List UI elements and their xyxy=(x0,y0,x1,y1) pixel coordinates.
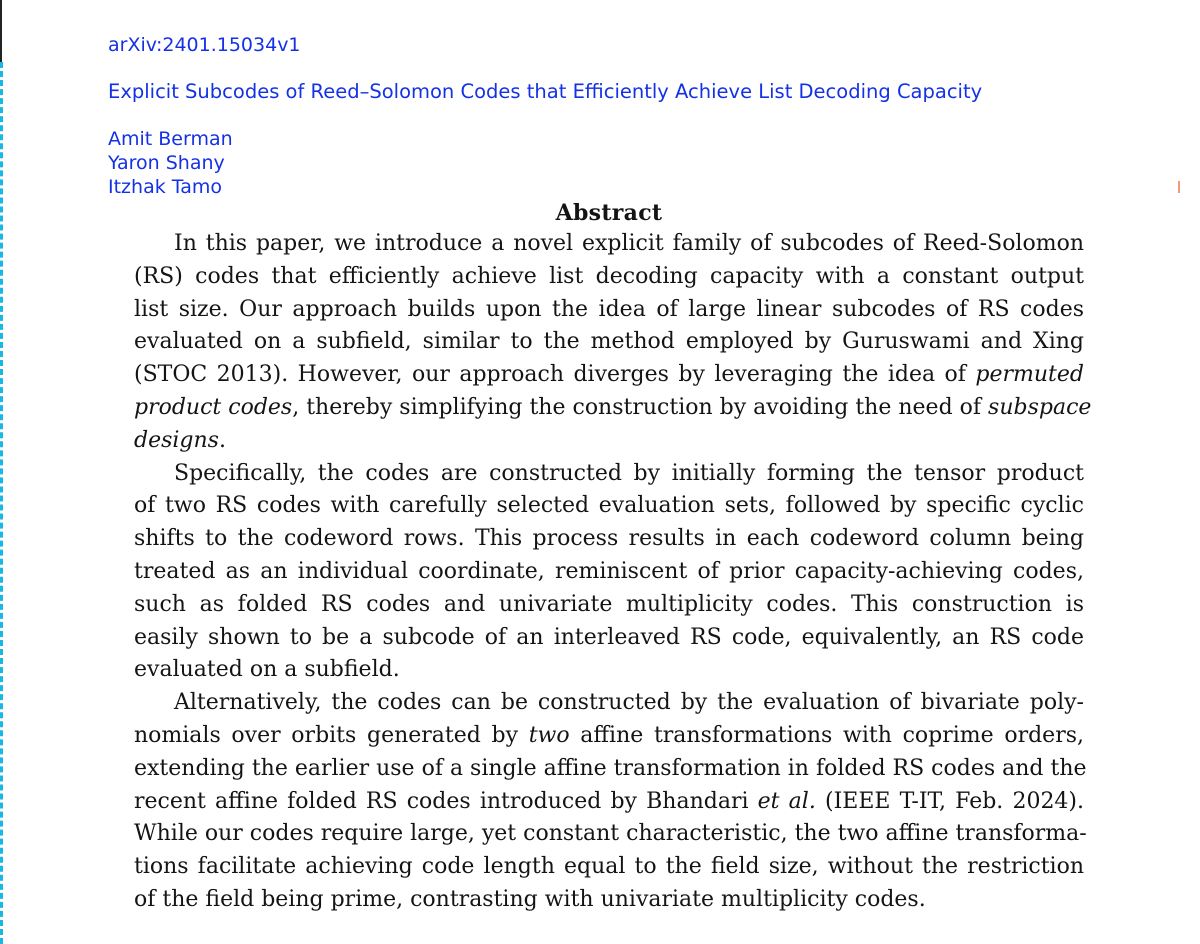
author-link[interactable]: Amit Berman xyxy=(108,128,233,150)
abstract-line: shifts to the codeword rows. This process results in each codeword column being xyxy=(134,526,1084,552)
abstract-line: Alternatively, the codes can be constructed by the evaluation of bivariate poly- xyxy=(174,690,1084,716)
abstract-line: evaluated on a subfield, similar to the method employed by Guruswami and Xing xyxy=(134,329,1084,355)
abstract-line: treated as an individual coordinate, reminiscent of prior capacity-achieving codes, xyxy=(134,558,1084,584)
abstract-line: recent affine folded RS codes introduced by Bhandari et al. (IEEE T-IT, Feb. 2024). xyxy=(134,788,1085,814)
abstract-line: of two RS codes with carefully selected evaluation sets, followed by specific cyclic xyxy=(134,493,1084,519)
emphasis-text: product codes xyxy=(134,394,293,420)
abstract-line: evaluated on a subfield. xyxy=(134,657,400,683)
abstract-line: tions facilitate achieving code length equal to the field size, without the restriction xyxy=(134,854,1084,880)
emphasis-text: et al. xyxy=(757,788,816,814)
abstract-line: easily shown to be a subcode of an interleaved RS code, equivalently, an RS code xyxy=(134,624,1084,650)
viewer-left-dashed-guide xyxy=(0,62,3,944)
abstract-line: product codes, thereby simplifying the construction by avoiding the need of subspace xyxy=(134,394,1092,420)
author-link[interactable]: Itzhak Tamo xyxy=(108,176,222,198)
author-link[interactable]: Yaron Shany xyxy=(108,152,225,174)
emphasis-text: designs xyxy=(134,427,219,453)
abstract-line: (RS) codes that efficiently achieve list decoding capacity with a constant output xyxy=(134,263,1084,289)
emphasis-text: two xyxy=(528,722,570,748)
abstract-line: (STOC 2013). However, our approach diverges by leveraging the idea of permuted xyxy=(134,362,1084,388)
paper-title-link[interactable]: Explicit Subcodes of Reed–Solomon Codes that Efficiently Achieve List Decoding Capacity xyxy=(108,80,983,103)
abstract-line: designs. xyxy=(134,427,226,453)
abstract-paragraph xyxy=(134,687,1087,917)
viewer-left-edge xyxy=(0,0,2,62)
abstract-paragraph xyxy=(134,458,1084,688)
abstract-paragraph xyxy=(134,228,1092,458)
abstract-line: In this paper, we introduce a novel explicit family of subcodes of Reed-Solomon xyxy=(174,231,1084,256)
abstract-section xyxy=(134,198,1092,917)
abstract-line: Specifically, the codes are constructed by initially forming the tensor product xyxy=(174,460,1084,486)
author-list xyxy=(108,127,233,199)
abstract-line: extending the earlier use of a single affine transformation in folded RS codes and the xyxy=(134,755,1087,781)
abstract-line: such as folded RS codes and univariate multiplicity codes. This construction is xyxy=(134,591,1084,617)
viewer-right-marker xyxy=(1178,181,1180,193)
emphasis-text: permuted xyxy=(975,362,1084,388)
abstract-line: While our codes require large, yet constant characteristic, the two affine transforma- xyxy=(134,821,1087,847)
abstract-heading: Abstract xyxy=(555,200,663,226)
abstract-line: of the field being prime, contrasting with univariate multiplicity codes. xyxy=(134,886,926,912)
abstract-line: list size. Our approach builds upon the idea of large linear subcodes of RS codes xyxy=(134,296,1084,322)
emphasis-text: subspace xyxy=(988,394,1092,420)
abstract-line: nomials over orbits generated by two affine transformations with coprime orders, xyxy=(134,722,1084,748)
arxiv-id-link[interactable]: arXiv:2401.15034v1 xyxy=(108,34,301,56)
